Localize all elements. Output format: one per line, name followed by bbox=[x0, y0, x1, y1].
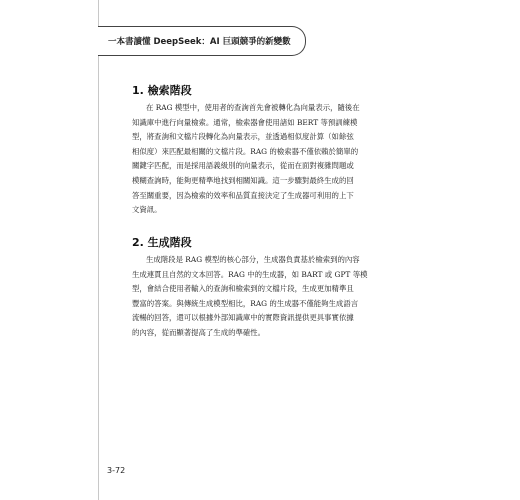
paragraph-line: 文資訊。 bbox=[132, 205, 162, 215]
paragraph-line: 相似度）來匹配最相關的文檔片段。RAG 的檢索器不僅依賴於簡單的 bbox=[132, 146, 359, 156]
paragraph-line: 生成階段是 RAG 模型的核心部分，生成器負責基於檢索到的內容 bbox=[146, 255, 360, 264]
paragraph-retrieval bbox=[132, 101, 394, 218]
margin-rule bbox=[98, 0, 99, 500]
paragraph-line: 豐富的答案。與傳統生成模型相比，RAG 的生成器不僅能夠生成語言 bbox=[132, 298, 359, 308]
section-heading-retrieval: 1. 檢索階段 bbox=[132, 84, 192, 97]
running-header bbox=[98, 26, 306, 56]
paragraph-line: 的內容，從而顯著提高了生成的準確性。 bbox=[132, 327, 266, 337]
page-number: 3-72 bbox=[107, 466, 126, 475]
paragraph-line: 型，會結合使用者輸入的查詢和檢索到的文檔片段，生成更加精準且 bbox=[132, 284, 354, 294]
paragraph-line: 知識庫中進行向量檢索。通常，檢索器會使用諸如 BERT 等預訓練模 bbox=[132, 117, 358, 127]
paragraph-line: 在 RAG 模型中，使用者的查詢首先會被轉化為向量表示，隨後在 bbox=[146, 103, 360, 112]
running-title: 一本書讀懂 DeepSeek：AI 巨頭競爭的新變數 bbox=[108, 37, 291, 47]
paragraph-line: 流暢的回答，還可以根據外部知識庫中的實際資訊提供更具事實依據 bbox=[132, 313, 354, 323]
paragraph-line: 生成連貫且自然的文本回答。RAG 中的生成器，如 BART 或 GPT 等模 bbox=[132, 269, 368, 279]
running-header-box bbox=[98, 26, 306, 56]
paragraph-line: 型，將查詢和文檔片段轉化為向量表示，並透過相似度計算（如餘弦 bbox=[132, 132, 354, 142]
paragraph-line: 模糊查詢時，能夠更精準地找到相關知識。這一步驟對最終生成的回 bbox=[132, 175, 354, 185]
paragraph-line: 答至關重要，因為檢索的效率和品質直接決定了生成器可利用的上下 bbox=[132, 190, 354, 200]
paragraph-generation bbox=[132, 253, 394, 341]
paragraph-line: 關鍵字匹配，而是採用語義級別的向量表示，從而在面對複雜問題或 bbox=[132, 161, 354, 171]
section-heading-generation: 2. 生成階段 bbox=[132, 236, 192, 249]
